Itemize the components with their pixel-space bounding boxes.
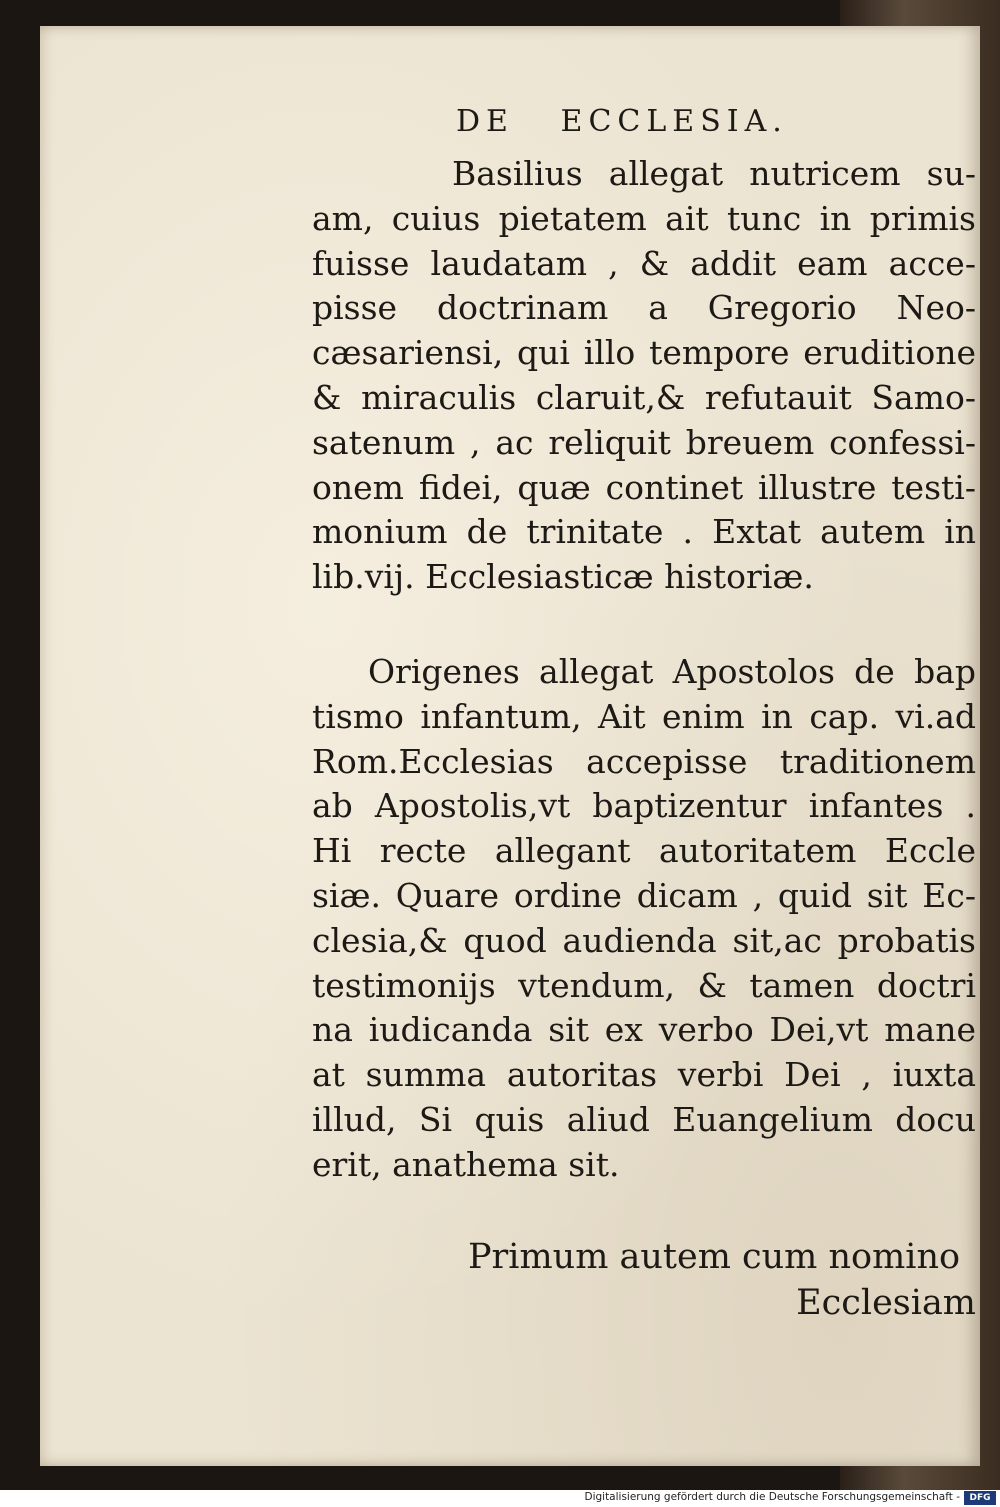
paragraph-origenes [312, 650, 976, 1188]
text-line: Rom.Ecclesias accepisse traditionem [312, 741, 976, 781]
text-line: cæsariensi, qui illo tempore eruditione [312, 333, 976, 373]
text-line: Basilius allegat nutricem su- [452, 154, 976, 193]
text-line: Hi recte allegant autoritatem Eccle [312, 831, 976, 871]
text-line: fuisse laudatam , & addit eam acce- [312, 243, 976, 283]
text-line: siæ. Quare ordine dicam , quid sit Ec- [312, 875, 976, 915]
text-line: am, cuius pietatem ait tunc in primis [312, 198, 976, 238]
text-line: pisse doctrinam a Gregorio Neo- [312, 288, 976, 328]
text-line: monium de trinitate . Extat autem in [312, 512, 976, 552]
text-line: illud, Si quis aliud Euangelium docu [312, 1099, 976, 1139]
text-line: ab Apostolis,vt baptizentur infantes . [312, 786, 976, 826]
text-line: lib.vij. Ecclesiasticæ historiæ. [312, 557, 814, 597]
text-line: & miraculis claruit,& refutauit Samo- [312, 377, 976, 417]
text-line: Origenes allegat Apostolos de bap [368, 652, 976, 691]
text-line: at summa autoritas verbi Dei , iuxta [312, 1055, 976, 1095]
text-line: erit, anathema sit. [312, 1144, 620, 1184]
catchword: Ecclesiam [796, 1283, 976, 1323]
paragraph-basilius [312, 152, 976, 600]
text-line: na iudicanda sit ex verbo Dei,vt mane [312, 1010, 976, 1050]
text-line: onem fidei, quæ continet illustre testi- [312, 467, 976, 507]
funding-notice: Digitalisierung gefördert durch die Deutsche Forschungsgemeinschaft - [584, 1491, 960, 1503]
text-line: testimonijs vtendum, & tamen doctri [312, 965, 976, 1005]
catchword-block [312, 1234, 976, 1326]
text-line: clesia,& quod audienda sit,ac probatis [312, 920, 976, 960]
catchword-line: Primum autem cum nomino [468, 1237, 961, 1277]
dfg-logo: DFG [964, 1491, 996, 1505]
running-head: DE ECCLESIA. [456, 104, 788, 139]
text-line: satenum , ac reliquit breuem confessi- [312, 422, 976, 462]
digitization-footer [0, 1490, 1000, 1507]
text-line: tismo infantum, Ait enim in cap. vi.ad [312, 696, 976, 736]
